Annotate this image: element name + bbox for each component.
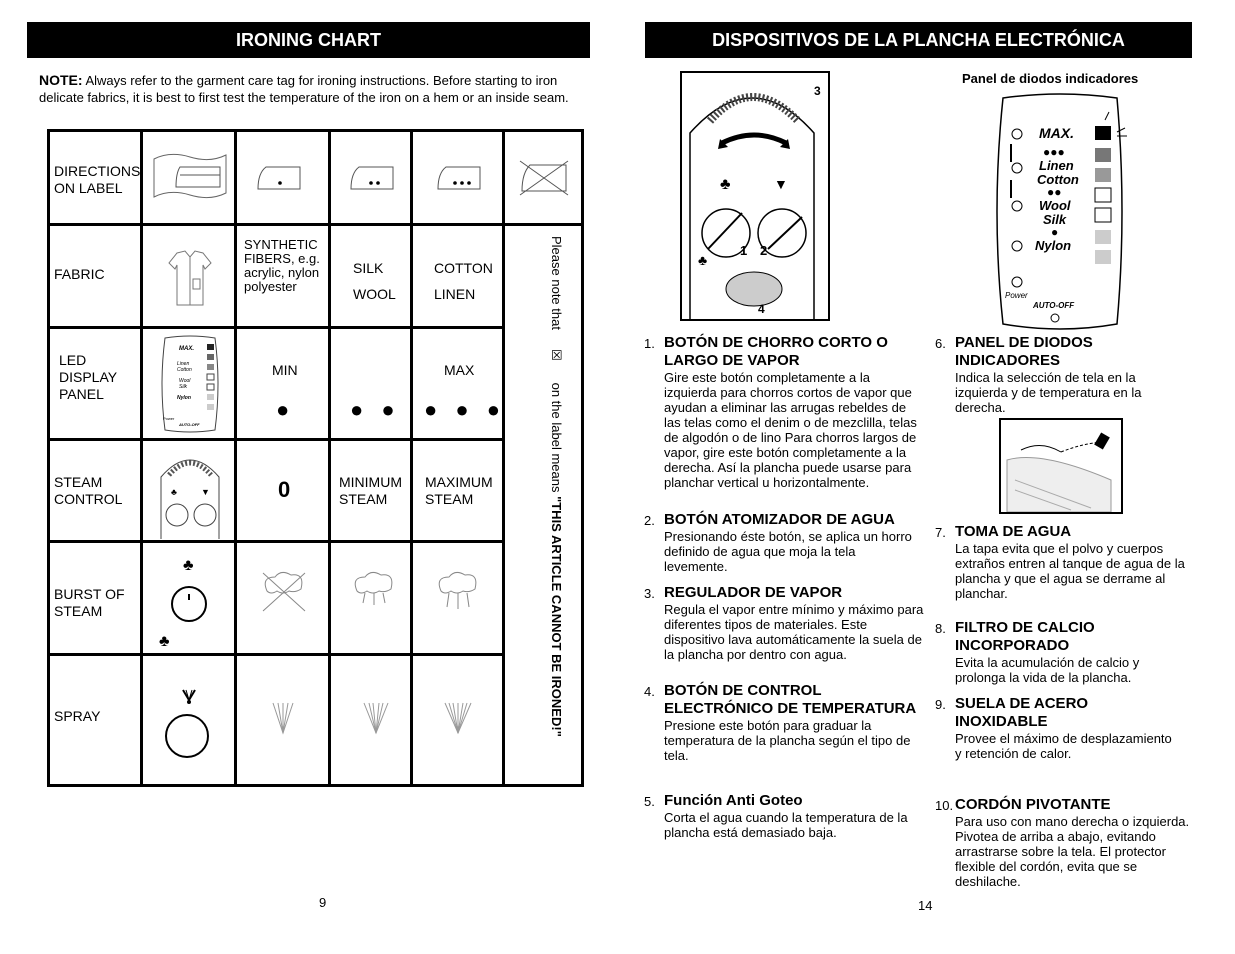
vertical-note-part-c: "THIS ARTICLE CANNOT BE IRONED!" <box>549 496 564 737</box>
fabric-synthetic: SYNTHETIC FIBERS, e.g. acrylic, nylon polyester <box>244 237 320 294</box>
panel-cotton: Cotton <box>1037 172 1079 187</box>
led-two-dots: ● ● <box>350 397 401 422</box>
row-label-directions: DIRECTIONS ON LABEL <box>54 163 141 196</box>
svg-text:♣: ♣ <box>720 176 731 193</box>
steam-minimum: MINIMUM STEAM <box>339 474 402 507</box>
feature-item <box>935 695 1175 761</box>
iron-three-dots-icon <box>434 159 484 193</box>
feature-number: 8. <box>935 621 946 636</box>
iron-one-dot-icon <box>254 159 304 193</box>
feature-text: Para uso con mano derecha o izquierda. Pivotea de arriba a abajo, evitando arrastrarse sobre la tela. El protector flexible del cordón, evita que se deshilache. <box>955 814 1190 889</box>
feature-title: Función Anti Goteo <box>664 792 803 809</box>
svg-text:♣: ♣ <box>183 557 194 574</box>
feature-number: 7. <box>935 525 946 540</box>
ironing-chart-title: IRONING CHART <box>236 29 381 50</box>
svg-text:Nylon: Nylon <box>177 395 191 401</box>
iron-two-dots-icon <box>347 159 397 193</box>
fabric-wave-icon <box>150 149 230 204</box>
spray-icon-low <box>265 699 301 739</box>
burst-dial-icon <box>155 554 225 649</box>
ironing-chart-table <box>47 129 584 787</box>
vertical-note-part-b: on the label means <box>549 379 564 497</box>
feature-number: 5. <box>644 794 655 809</box>
svg-text:Linen: Linen <box>177 361 190 367</box>
svg-text:Cotton: Cotton <box>177 367 192 373</box>
feature-text: La tapa evita que el polvo y cuerpos extraños entren al tanque de agua de la plancha y que el agua se derrame al planchar. <box>955 541 1185 601</box>
svg-text:Power: Power <box>163 416 175 421</box>
panel-wool: Wool <box>1039 198 1071 213</box>
fabric-silk: SILK <box>353 260 384 276</box>
iron-controls-figure <box>680 71 830 321</box>
svg-text:●●●: ●●● <box>1043 145 1065 159</box>
svg-text:MAX.: MAX. <box>179 346 194 352</box>
svg-text:●●: ●● <box>1047 185 1062 199</box>
feature-number: 6. <box>935 336 946 351</box>
feature-title: BOTÓN DE CHORRO CORTO O LARGO DE VAPOR <box>664 334 888 369</box>
page-number-right: 14 <box>918 898 933 913</box>
fig-number-2: 2 <box>760 243 768 258</box>
feature-text: Gire este botón completamente a la izquierda para chorros cortos de vapor que ayudan a eliminar las arrugas rebeldes de las telas como el denim o de mezclilla, telas de algodón o de lino Para chorros largos de vapor, gire este botón completamente a la derecha. Así la plancha puede usarse para planchar vertical u horizontalmente. <box>664 370 917 490</box>
spray-icon-high <box>440 699 476 739</box>
feature-number: 10. <box>935 798 954 813</box>
svg-text:AUTO-OFF: AUTO-OFF <box>179 422 200 427</box>
ironing-chart-header <box>27 22 590 58</box>
burst-icon-min <box>349 569 399 615</box>
do-not-iron-icon <box>516 157 572 197</box>
note-label: NOTE: <box>39 72 83 88</box>
led-panel-thumbnail <box>155 334 225 434</box>
feature-item <box>644 511 914 574</box>
page-number-left: 9 <box>319 895 327 910</box>
svg-text:▼: ▼ <box>774 176 788 192</box>
feature-text: Presione este botón para graduar la temperatura de la plancha según el tipo de tela. <box>664 718 911 763</box>
note-paragraph <box>39 72 584 106</box>
feature-item <box>644 682 919 763</box>
fig-number-3: 3 <box>814 84 821 98</box>
fabric-wool: WOOL <box>353 286 396 302</box>
vertical-note-part-a: Please note that <box>549 236 564 330</box>
feature-item <box>644 334 924 490</box>
svg-text:▼: ▼ <box>201 487 210 497</box>
burst-icon-max <box>433 569 483 615</box>
panel-caption: Panel de diodos indicadores <box>962 71 1139 86</box>
feature-item <box>935 523 1195 601</box>
led-min-label: MIN <box>272 362 298 378</box>
svg-text:♣: ♣ <box>171 487 177 497</box>
row-label-led: LED DISPLAY PANEL <box>59 352 117 402</box>
panel-nylon: Nylon <box>1035 238 1072 253</box>
feature-text: Evita la acumulación de calcio y prolonga la vida de la plancha. <box>955 655 1140 685</box>
water-intake-figure <box>999 418 1123 514</box>
feature-item <box>644 792 924 840</box>
panel-silk: Silk <box>1043 212 1067 227</box>
led-one-dot: ● <box>276 397 296 422</box>
note-text: Always refer to the garment care tag for ironing instructions. Before starting to iron delicate fabrics, it is best to first test the temperature of the iron on a hem or an inside seam. <box>39 73 569 105</box>
feature-number: 4. <box>644 684 655 699</box>
feature-title: BOTÓN ATOMIZADOR DE AGUA <box>664 511 895 528</box>
devices-title: DISPOSITIVOS DE LA PLANCHA ELECTRÓNICA <box>712 29 1125 50</box>
devices-header <box>645 22 1192 58</box>
spray-icon-mid <box>358 699 394 739</box>
steam-zero: 0 <box>278 477 291 502</box>
feature-text: Indica la selección de tela en la izquierda y de temperatura en la derecha. <box>955 370 1142 415</box>
panel-linen: Linen <box>1039 158 1074 173</box>
row-label-fabric: FABRIC <box>54 266 105 282</box>
feature-number: 9. <box>935 697 946 712</box>
feature-title: PANEL DE DIODOS INDICADORES <box>955 334 1093 369</box>
feature-text: Provee el máximo de desplazamiento y retención de calor. <box>955 731 1172 761</box>
led-max-label: MAX <box>444 362 475 378</box>
feature-item <box>935 619 1185 685</box>
feature-title: FILTRO DE CALCIO INCORPORADO <box>955 619 1095 654</box>
fabric-cotton: COTTON <box>434 260 493 276</box>
spray-dial-icon <box>155 684 225 774</box>
feature-title: TOMA DE AGUA <box>955 523 1072 540</box>
feature-text: Corta el agua cuando la temperatura de la plancha está demasiado baja. <box>664 810 908 840</box>
svg-text:Wool: Wool <box>179 378 191 384</box>
feature-number: 3. <box>644 586 655 601</box>
no-burst-icon <box>259 569 309 615</box>
fig-number-4: 4 <box>758 302 765 316</box>
svg-text:♣: ♣ <box>159 633 170 649</box>
svg-text:Silk: Silk <box>179 384 188 390</box>
feature-title: SUELA DE ACERO INOXIDABLE <box>955 695 1089 730</box>
svg-text:●: ● <box>1051 225 1059 239</box>
feature-title: BOTÓN DE CONTROL ELECTRÓNICO DE TEMPERATURA <box>664 682 917 717</box>
panel-power: Power <box>1005 291 1028 300</box>
led-panel-figure <box>985 92 1135 334</box>
feature-item <box>935 334 1175 415</box>
led-three-dots: ● ● ● <box>424 397 507 422</box>
do-not-iron-small-icon: ☒ <box>549 349 564 361</box>
steam-control-thumbnail <box>153 447 227 539</box>
fabric-linen: LINEN <box>434 286 476 302</box>
panel-auto-off: AUTO-OFF <box>1033 301 1075 310</box>
feature-item <box>935 796 1197 889</box>
feature-text: Presionando éste botón, se aplica un horro definido de agua que moja la tela levemente. <box>664 529 912 574</box>
feature-item <box>644 584 924 662</box>
feature-title: CORDÓN PIVOTANTE <box>955 796 1111 813</box>
feature-number: 2. <box>644 513 655 528</box>
svg-text:♣: ♣ <box>698 252 708 268</box>
panel-max: MAX. <box>1039 125 1074 141</box>
shirt-icon <box>167 249 213 309</box>
row-label-steam: STEAM CONTROL <box>54 474 123 507</box>
feature-number: 1. <box>644 336 655 351</box>
row-label-burst: BURST OF STEAM <box>54 586 125 619</box>
row-label-spray: SPRAY <box>54 708 101 724</box>
steam-maximum: MAXIMUM STEAM <box>425 474 493 507</box>
vertical-note <box>548 236 566 781</box>
fig-number-1: 1 <box>740 243 748 258</box>
feature-text: Regula el vapor entre mínimo y máximo para diferentes tipos de materiales. Este dispositivo lava automáticamente la suela de la plancha por dentro con agua. <box>664 602 924 662</box>
feature-title: REGULADOR DE VAPOR <box>664 584 843 601</box>
